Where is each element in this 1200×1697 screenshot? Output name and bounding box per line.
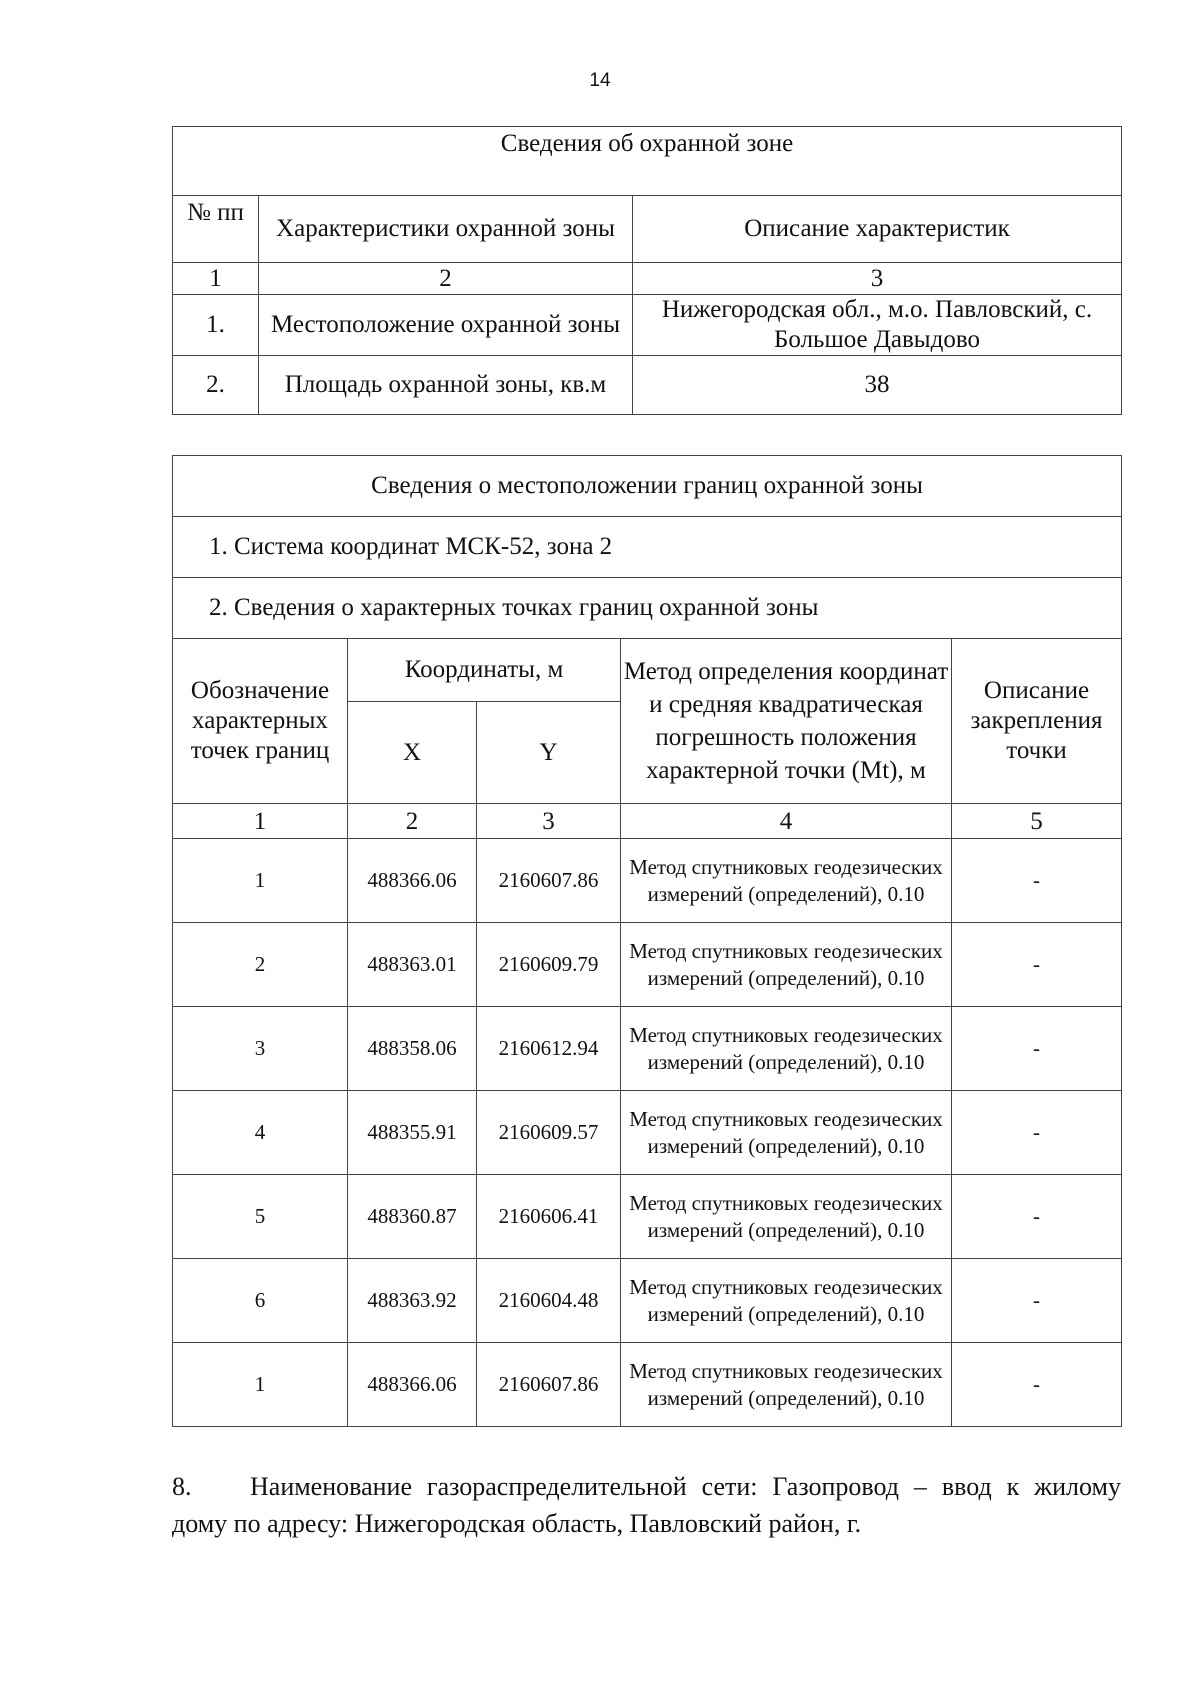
- point-method: Метод спутниковых геодезических измерений (определений), 0.10: [621, 923, 952, 1007]
- point-id: 5: [173, 1175, 348, 1259]
- point-x: 488358.06: [348, 1007, 477, 1091]
- boundaries-title: Сведения о местоположении границ охранной зоны: [173, 456, 1122, 517]
- points-title: 2. Сведения о характерных точках границ охранной зоны: [173, 578, 1122, 639]
- header-characteristic: Характеристики охранной зоны: [259, 196, 633, 263]
- row-description: Нижегородская обл., м.о. Павловский, с. Большое Давыдово: [633, 295, 1122, 356]
- table-row: [173, 923, 1122, 1007]
- row-description: 38: [633, 356, 1122, 415]
- point-id: 1: [173, 1343, 348, 1427]
- point-method: Метод спутниковых геодезических измерений (определений), 0.10: [621, 1175, 952, 1259]
- table-row: [173, 1175, 1122, 1259]
- point-id: 3: [173, 1007, 348, 1091]
- point-method: Метод спутниковых геодезических измерений (определений), 0.10: [621, 1091, 952, 1175]
- header-designation: Обозначение характерных точек границ: [173, 639, 348, 804]
- point-y: 2160609.79: [477, 923, 621, 1007]
- point-id: 6: [173, 1259, 348, 1343]
- point-x: 488363.92: [348, 1259, 477, 1343]
- table-row: [173, 295, 1122, 356]
- point-fixing: -: [952, 1343, 1122, 1427]
- header-method: Метод определения координат и средняя квадратическая погрешность положения характерной точки (Mt), м: [621, 639, 952, 804]
- table-row: [173, 1007, 1122, 1091]
- column-number: 5: [952, 804, 1122, 839]
- table-row: [173, 839, 1122, 923]
- header-number: № пп: [173, 196, 259, 263]
- column-number: 4: [621, 804, 952, 839]
- point-x: 488366.06: [348, 1343, 477, 1427]
- point-id: 2: [173, 923, 348, 1007]
- paragraph-number: 8.: [172, 1472, 192, 1501]
- point-y: 2160606.41: [477, 1175, 621, 1259]
- table-row: [173, 1091, 1122, 1175]
- row-number: 1.: [173, 295, 259, 356]
- header-x: X: [348, 702, 477, 804]
- column-number: 2: [259, 263, 633, 295]
- row-characteristic: Местоположение охранной зоны: [259, 295, 633, 356]
- row-characteristic: Площадь охранной зоны, кв.м: [259, 356, 633, 415]
- protection-zone-table: [172, 126, 1122, 415]
- protection-zone-title: Сведения об охранной зоне: [173, 127, 1122, 196]
- point-x: 488363.01: [348, 923, 477, 1007]
- point-y: 2160604.48: [477, 1259, 621, 1343]
- point-fixing: -: [952, 1091, 1122, 1175]
- point-id: 1: [173, 839, 348, 923]
- column-number: 1: [173, 804, 348, 839]
- point-y: 2160607.86: [477, 839, 621, 923]
- point-y: 2160607.86: [477, 1343, 621, 1427]
- point-fixing: -: [952, 1259, 1122, 1343]
- table-row: [173, 1259, 1122, 1343]
- point-y: 2160612.94: [477, 1007, 621, 1091]
- point-fixing: -: [952, 923, 1122, 1007]
- header-coordinates: Координаты, м: [348, 639, 621, 702]
- point-x: 488366.06: [348, 839, 477, 923]
- column-number: 3: [477, 804, 621, 839]
- point-method: Метод спутниковых геодезических измерений (определений), 0.10: [621, 1343, 952, 1427]
- column-number: 3: [633, 263, 1122, 295]
- boundaries-table: [172, 455, 1122, 1427]
- point-fixing: -: [952, 1175, 1122, 1259]
- point-x: 488355.91: [348, 1091, 477, 1175]
- table-row: [173, 356, 1122, 415]
- coord-system: 1. Система координат МСК-52, зона 2: [173, 517, 1122, 578]
- point-y: 2160609.57: [477, 1091, 621, 1175]
- paragraph-text: Наименование газораспределительной сети: Газопровод – ввод к жилому дому по адресу: Нижегородская область, Павловский район, г.: [172, 1472, 1121, 1538]
- point-method: Метод спутниковых геодезических измерений (определений), 0.10: [621, 1007, 952, 1091]
- header-description: Описание характеристик: [633, 196, 1122, 263]
- table-row: [173, 1343, 1122, 1427]
- header-y: Y: [477, 702, 621, 804]
- point-fixing: -: [952, 839, 1122, 923]
- column-number: 2: [348, 804, 477, 839]
- row-number: 2.: [173, 356, 259, 415]
- point-x: 488360.87: [348, 1175, 477, 1259]
- point-fixing: -: [952, 1007, 1122, 1091]
- paragraph-8: [172, 1468, 1121, 1542]
- point-id: 4: [173, 1091, 348, 1175]
- point-method: Метод спутниковых геодезических измерений (определений), 0.10: [621, 839, 952, 923]
- page-number: 14: [589, 70, 611, 91]
- header-fixing: Описание закрепления точки: [952, 639, 1122, 804]
- column-number: 1: [173, 263, 259, 295]
- point-method: Метод спутниковых геодезических измерений (определений), 0.10: [621, 1259, 952, 1343]
